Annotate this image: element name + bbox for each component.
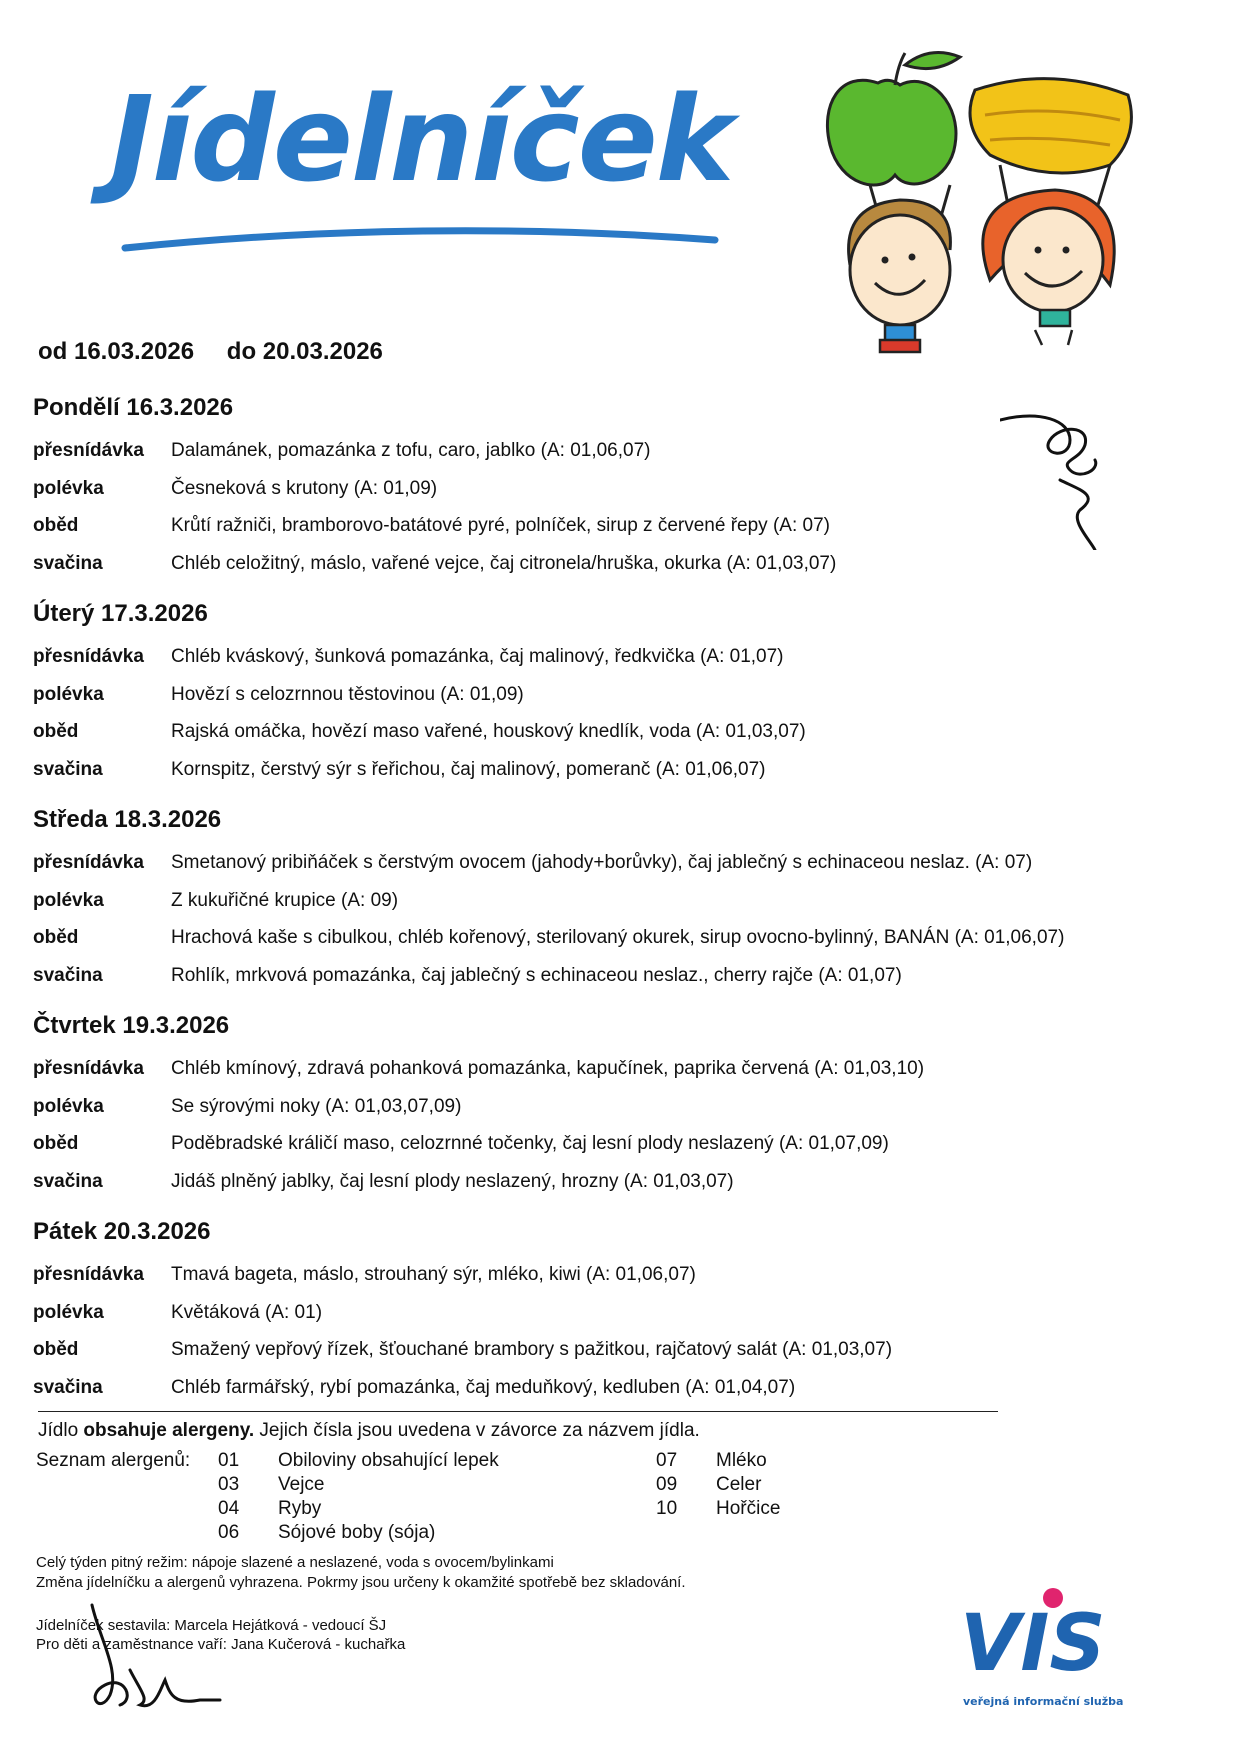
meal-row: [33, 1163, 1213, 1201]
meal-row: [33, 1369, 1213, 1407]
meal-dish: Kornspitz, čerstvý sýr s řeřichou, čaj malinový, pomeranč (A: 01,06,07): [171, 758, 766, 780]
meal-row: [33, 1088, 1213, 1126]
meal-row: [33, 957, 1213, 995]
allergen-code: 01: [218, 1450, 240, 1471]
allergen-note: [38, 1420, 700, 1442]
meal-label: polévka: [33, 477, 104, 499]
logo-tagline: veřejná informační služba: [963, 1695, 1124, 1708]
meal-label: polévka: [33, 889, 104, 911]
allergen-code: 09: [656, 1474, 678, 1495]
meal-dish: Se sýrovými noky (A: 01,03,07,09): [171, 1095, 462, 1117]
meal-label: přesnídávka: [33, 1058, 144, 1079]
meal-label: polévka: [33, 1095, 104, 1117]
meal-dish: Rohlík, mrkvová pomazánka, čaj jablečný s echinaceou neslaz., cherry rajče (A: 01,07): [171, 964, 902, 986]
allergen-list: [36, 1450, 836, 1550]
allergen-item: [218, 1474, 324, 1496]
meal-row: [33, 676, 1213, 714]
allergen-name: Vejce: [278, 1474, 325, 1495]
title-underline-swoosh: [120, 220, 720, 260]
banana-icon: [970, 79, 1131, 173]
meal-label: svačina: [33, 758, 103, 780]
meal-label: svačina: [33, 1376, 103, 1398]
meal-row: [33, 432, 1213, 470]
meal-dish: Chléb celožitný, máslo, vařené vejce, čaj citronela/hruška, okurka (A: 01,03,07): [171, 552, 837, 574]
apple-icon: [827, 53, 960, 186]
allergen-name: Ryby: [278, 1498, 322, 1519]
meal-label: polévka: [33, 683, 104, 705]
meal-row: [33, 844, 1213, 882]
meal-label: přesnídávka: [33, 646, 144, 667]
allergen-note-suffix: Jejich čísla jsou uvedena v závorce za názvem jídla.: [254, 1420, 700, 1441]
meal-dish: Krůtí ražniči, bramborovo-batátové pyré, polníček, sirup z červené řepy (A: 07): [171, 515, 830, 536]
meal-dish: Květáková (A: 01): [171, 1301, 323, 1323]
meal-row: [33, 1050, 1213, 1088]
allergen-code: 10: [656, 1498, 678, 1519]
allergen-name: Hořčice: [716, 1498, 781, 1519]
footer-cooked-by: Pro děti a zaměstnance vaří: Jana Kučerová - kuchařka: [36, 1636, 406, 1653]
day-heading: Čtvrtek 19.3.2026: [33, 1012, 230, 1039]
signature-bottom: [80, 1600, 230, 1720]
allergen-item: [218, 1450, 499, 1472]
meal-row: [33, 882, 1213, 920]
page-title: Jídelníček: [110, 70, 733, 208]
allergen-name: Obiloviny obsahující lepek: [278, 1450, 499, 1471]
meal-row: [33, 751, 1213, 789]
kids-with-fruit-illustration: [810, 45, 1140, 365]
meal-label: polévka: [33, 1301, 104, 1323]
footer-notice: Změna jídelníčku a alergenů vyhrazena. Pokrmy jsou určeny k okamžité spotřebě bez skladování.: [36, 1574, 686, 1591]
allergen-name: Mléko: [716, 1450, 767, 1471]
meal-dish: Hovězí s celozrnnou těstovinou (A: 01,09): [171, 683, 524, 705]
meal-label: oběd: [33, 1133, 79, 1154]
day-section-thursday: [33, 1008, 1213, 1200]
meal-label: přesnídávka: [33, 852, 144, 873]
meal-label: svačina: [33, 552, 103, 574]
day-heading: Pátek 20.3.2026: [33, 1218, 211, 1245]
date-from: od 16.03.2026: [38, 338, 195, 365]
meal-dish: Z kukuřičné krupice (A: 09): [171, 889, 399, 911]
meal-dish: Chléb kváskový, šunková pomazánka, čaj malinový, ředkvička (A: 01,07): [171, 646, 784, 667]
allergen-item: [218, 1498, 321, 1520]
day-section-friday: [33, 1214, 1213, 1406]
meal-dish: Rajská omáčka, hovězí maso vařené, houskový knedlík, voda (A: 01,03,07): [171, 721, 806, 742]
footer-drinks: Celý týden pitný režim: nápoje slazené a neslazené, voda s ovocem/bylinkami: [36, 1554, 554, 1571]
meal-label: přesnídávka: [33, 1264, 144, 1285]
allergen-item: [218, 1522, 435, 1544]
meal-label: oběd: [33, 927, 79, 948]
meal-row: [33, 545, 1213, 583]
meal-dish: Chléb farmářský, rybí pomazánka, čaj meduňkový, kedluben (A: 01,04,07): [171, 1376, 796, 1398]
date-to: do 20.03.2026: [226, 338, 383, 365]
allergen-code: 03: [218, 1474, 240, 1495]
allergen-item: [656, 1474, 761, 1496]
date-range: [38, 338, 409, 366]
meal-dish: Dalamánek, pomazánka z tofu, caro, jablko (A: 01,06,07): [171, 440, 651, 461]
meal-dish: Chléb kmínový, zdravá pohanková pomazánka, kapučínek, paprika červená (A: 01,03,10): [171, 1058, 925, 1079]
day-section-wednesday: [33, 802, 1213, 994]
allergen-note-prefix: Jídlo: [38, 1420, 84, 1441]
logo-brand: VIS: [960, 1599, 1106, 1689]
meal-label: svačina: [33, 964, 103, 986]
meal-label: přesnídávka: [33, 440, 144, 461]
meal-label: svačina: [33, 1170, 103, 1192]
meal-row: [33, 1256, 1213, 1294]
allergen-item: [656, 1450, 767, 1472]
meal-dish: Poděbradské králičí maso, celozrnné točenky, čaj lesní plody neslazený (A: 01,07,09): [171, 1133, 889, 1154]
allergen-name: Sójové boby (sója): [278, 1522, 436, 1543]
allergen-note-bold: obsahuje alergeny.: [83, 1420, 255, 1441]
allergen-item: [656, 1498, 780, 1520]
meal-label: oběd: [33, 1339, 79, 1360]
meal-row: [33, 507, 1213, 545]
day-heading: Středa 18.3.2026: [33, 806, 222, 833]
day-heading: Pondělí 16.3.2026: [33, 394, 234, 421]
meal-row: [33, 1294, 1213, 1332]
boy-face-icon: [849, 200, 951, 352]
vis-logo: [955, 1580, 1135, 1720]
meal-dish: Smažený vepřový řízek, šťouchané brambory s pažitkou, rajčatový salát (A: 01,03,07): [171, 1339, 893, 1360]
meal-label: oběd: [33, 515, 79, 536]
meal-dish: Tmavá bageta, máslo, strouhaný sýr, mléko, kiwi (A: 01,06,07): [171, 1264, 696, 1285]
meal-row: [33, 470, 1213, 508]
day-section-monday: [33, 390, 1213, 582]
allergen-code: 06: [218, 1522, 240, 1543]
allergen-name: Celer: [716, 1474, 762, 1495]
allergen-code: 04: [218, 1498, 240, 1519]
meal-dish: Smetanový pribiňáček s čerstvým ovocem (jahody+borůvky), čaj jablečný s echinaceou neslaz. (A: 07): [171, 852, 1033, 873]
divider: [38, 1411, 998, 1412]
meal-row: [33, 638, 1213, 676]
meal-row: [33, 1125, 1213, 1163]
meal-dish: Česneková s krutony (A: 01,09): [171, 477, 438, 499]
day-section-tuesday: [33, 596, 1213, 788]
allergen-list-title: Seznam alergenů:: [36, 1450, 191, 1471]
footer-compiled-by: Jídelníček sestavila: Marcela Hejátková - vedoucí ŠJ: [36, 1617, 387, 1634]
meal-dish: Jidáš plněný jablky, čaj lesní plody neslazený, hrozny (A: 01,03,07): [171, 1170, 734, 1192]
day-heading: Úterý 17.3.2026: [33, 600, 208, 627]
meal-label: oběd: [33, 721, 79, 742]
meal-dish: Hrachová kaše s cibulkou, chléb kořenový, sterilovaný okurek, sirup ovocno-bylinný, BANÁN (A: 01,06,07): [171, 927, 1065, 948]
allergen-code: 07: [656, 1450, 678, 1471]
meal-row: [33, 713, 1213, 751]
meal-row: [33, 1331, 1213, 1369]
meal-row: [33, 919, 1213, 957]
girl-face-icon: [983, 190, 1114, 345]
